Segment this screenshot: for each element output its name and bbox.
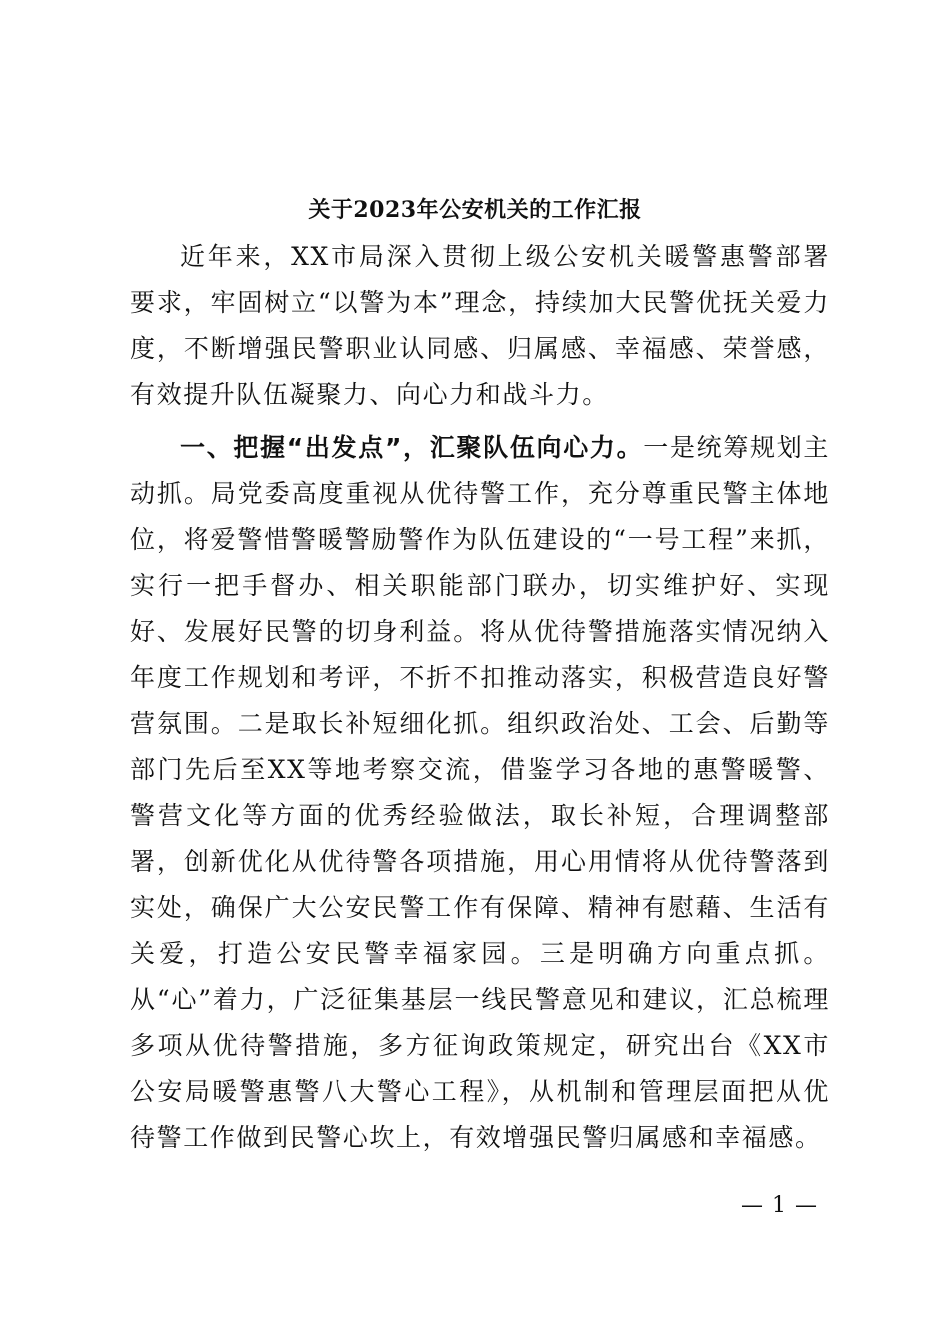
page-number: — 1 — <box>741 1193 818 1218</box>
intro-paragraph: 近年来，XX市局深入贯彻上级公安机关暖警惠警部署要求，牢固树立“以警为本”理念，持续加大民警优抚关爱力度，不断增强民警职业认同感、归属感、幸福感、荣誉感，有效提升队伍凝聚力、向心力和战斗力。 <box>130 242 830 409</box>
section-1-paragraph <box>130 425 830 1161</box>
document-body <box>130 234 830 1161</box>
section-1-heading: 一、把握“出发点”，汇聚队伍向心力。 <box>180 433 644 462</box>
document-title: 关于2023年公安机关的工作汇报 <box>308 197 642 223</box>
section-1-body: 一是统筹规划主动抓。局党委高度重视从优待警工作，充分尊重民警主体地位，将爱警惜警暖警励警作为队伍建设的“一号工程”来抓，实行一把手督办、相关职能部门联办，切实维护好、实现好、发展好民警的切身利益。将从优待警措施落实情况纳入年度工作规划和考评，不折不扣推动落实，积极营造良好警营氛围。二是取长补短细化抓。组织政治处、工会、后勤等部门先后至XX等地考察交流，借鉴学习各地的惠警暖警、警营文化等方面的优秀经验做法，取长补短，合理调整部署，创新优化从优待警各项措施，用心用情将从优待警落到实处，确保广大公安民警工作有保障、精神有慰藉、生活有关爱，打造公安民警幸福家园。三是明确方向重点抓。从“心”着力，广泛征集基层一线民警意见和建议，汇总梳理多项从优待警措施，多方征询政策规定，研究出台《XX市公安局暖警惠警八大警心工程》，从机制和管理层面把从优待警工作做到民警心坎上，有效增强民警归属感和幸福感。 <box>130 433 830 1152</box>
